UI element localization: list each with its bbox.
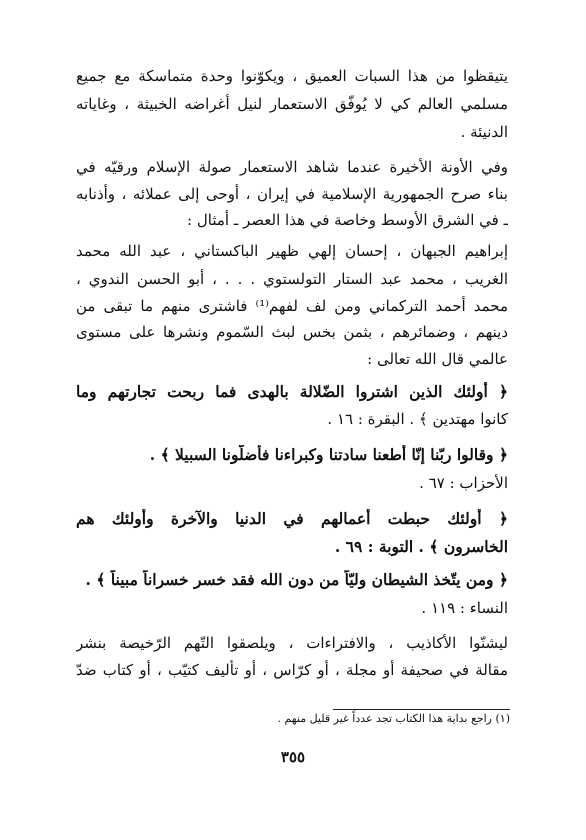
text-line: بناء صرح الجمهورية الإسلامية في إيران ، أوحى إلى عملائه ، وأذنابه: [76, 185, 508, 203]
text-line: محمد أحمد التركماني ومن لف لفهم⁽¹⁾ فاشترى منهم ما تبقى من: [76, 297, 508, 315]
text-line: دينهم ، وضمائرهم ، بثمن بخس لبث السّموم ونشرها على مستوى: [76, 323, 508, 341]
quran-verse: ﴿ وقالوا ربّنا إنّا أطعنا سادتنا وكبراءنا فأضلّونا السبيلا ﴾ .: [149, 445, 508, 464]
footnote: (١) راجع بداية هذا الكتاب تجد عدداً غير قليل منهم .: [277, 712, 510, 725]
quran-verse: ﴿ أولئك الذين اشتروا الضّلالة بالهدى فما ربحت تجارتهم وما: [76, 382, 508, 401]
text-line: الدنيئة .: [460, 123, 508, 141]
text-line: الغريب ، محمد عبد الستار التولستوي . . . ، أبو الحسن الندوي ،: [76, 270, 508, 288]
verse-reference: الخاسرون ﴾ . التوبة : ٦٩ .: [334, 537, 508, 556]
text-line: ـ في الشرق الأوسط وخاصة في هذا العصر ـ أمثال :: [187, 211, 508, 229]
text-line: إبراهيم الجبهان ، إحسان إلهي ظهير الباكستاني ، عبد الله محمد: [76, 242, 508, 260]
text-line: يتيقظوا من هذا السبات العميق ، ويكوّنوا وحدة متماسكة مع جميع: [76, 67, 508, 85]
verse-reference: النساء : ١١٩ .: [421, 599, 508, 617]
verse-reference: كانوا مهتدين ﴾ . البقرة : ١٦ .: [327, 410, 508, 428]
page-number: ٣٥٥: [280, 748, 306, 766]
text-line: مسلمي العالم كي لا يُوفّق الاستعمار لنيل أغراضه الخبيثة ، وغاياته: [76, 95, 508, 113]
text-line: عالمي قال الله تعالى :: [367, 350, 508, 368]
verse-reference: الأحزاب : ٦٧ .: [419, 474, 508, 492]
quran-verse: ﴿ ومن يتّخذ الشيطان وليّاً من دون الله فقد خسر خسراناً مبيناً ﴾ .: [85, 570, 508, 589]
quran-verse: ﴿ أولئك حبطت أعمالهم في الدنيا والآخرة وأولئك هم: [76, 509, 508, 528]
text-line: وفي الأونة الأخيرة عندما شاهد الاستعمار صولة الإسلام ورقيّه في: [76, 158, 508, 176]
text-line: مقالة في صحيفة أو مجلة ، أو كرّاس ، أو تأليف كتيّب ، أو كتاب ضدّ: [76, 661, 508, 679]
text-line: ليشنّوا الأكاذيب ، والافتراءات ، ويلصقوا التّهم الرّخيصة بنشر: [76, 634, 508, 652]
footnote-divider: [333, 709, 510, 710]
